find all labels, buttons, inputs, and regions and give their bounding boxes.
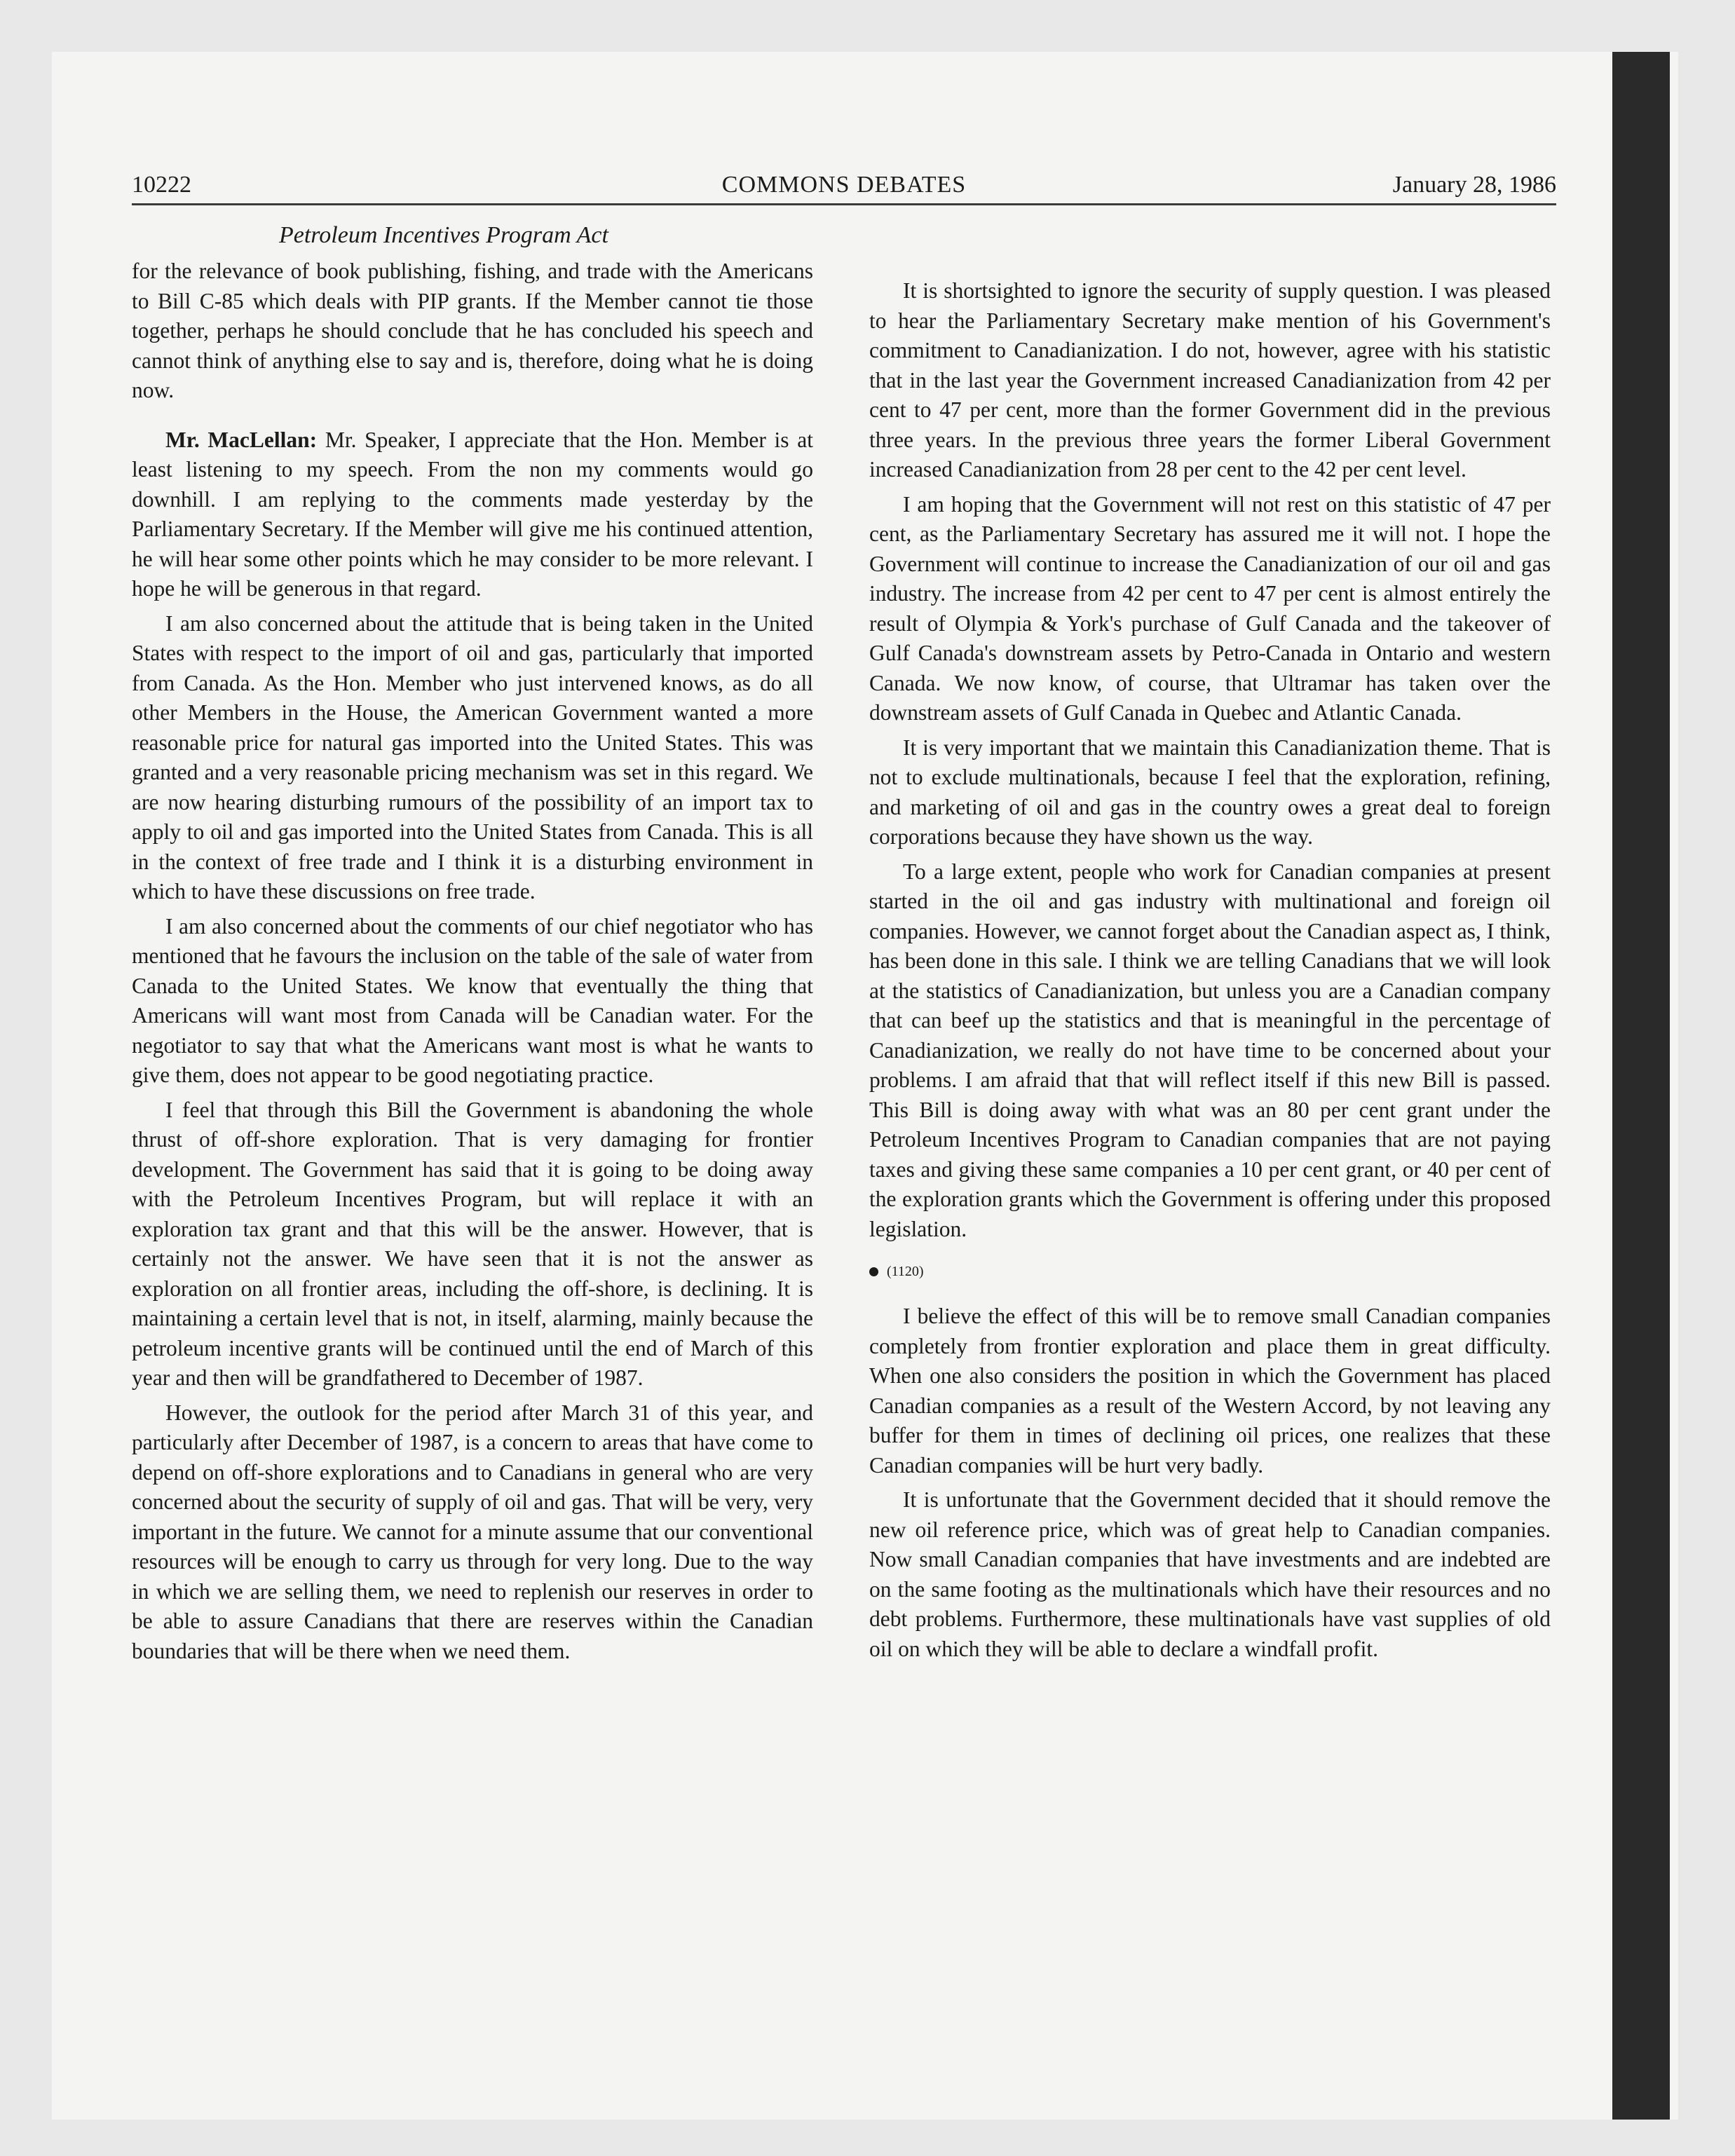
paragraph: However, the outlook for the period after March 31 of this year, and particularly after December of 1987, is a concern to areas that have come to depend on off-shore explorations and to Canadians in general who are very concerned about the security of supply of oil and gas. That will be very, very important in the future. We cannot for a minute assume that our conventional resources will be enough to carry us through for very long. Due to the way in which we are selling them, we need to replenish our reserves in order to be able to assure Canadians that there are reserves within the Canadian boundaries that will be there when we need them. [132,1400,813,1663]
left-column [132,257,813,1671]
paragraph: It is shortsighted to ignore the security of supply question. I was pleased to hear the Parliamentary Secretary make mention of his Government's commitment to Canadianization. I do not, however, agree with his statistic that in the last year the Government increased Canadianization from 42 per cent to 47 per cent, more than the former Government did in the previous three years. In the previous three years the former Liberal Government increased Canadianization from 28 per cent to the 42 per cent level. [869,278,1551,482]
speech-text: Mr. Speaker, I appreciate that the Hon. Member is at least listening to my speech. From the non my comments would go downhill. I am replying to the comments made yesterday by the Parliamentary Secretary. If the Member will give me his continued attention, he will hear some other points which he may consider to be more relevant. I hope he will be generous in that regard. [132,427,814,601]
document-page [132,171,1556,2007]
time-marker [869,1261,1551,1282]
paragraph: I am hoping that the Government will not rest on this statistic of 47 per cent, as the Parliamentary Secretary has assured me it will not. I hope the Government will continue to increase the Canadianization of our oil and gas industry. The increase from 42 per cent to 47 per cent is almost entirely the result of Olympia & York's purchase of Gulf Canada and the takeover of Gulf Canada's downstream assets by Petro-Canada in Ontario and western Canada. We now know, of course, that Ultramar has taken over the downstream assets of Gulf Canada in Quebec and Atlantic Canada. [869,491,1551,725]
paragraph: It is very important that we maintain this Canadianization theme. That is not to exclude multinationals, because I feel that the exploration, refining, and marketing of oil and gas in the country owes a great deal to foreign corporations because they have shown us the way. [869,735,1551,849]
paragraph: I am also concerned about the comments of our chief negotiator who has mentioned that he favours the inclusion on the table of the sale of water from Canada to the United States. We know that eventually the thing that Americans will want most from Canada will be Canadian water. For the negotiator to say that what the Americans want most is what he wants to give them, does not appear to be good negotiating practice. [132,913,813,1087]
paragraph: I believe the effect of this will be to remove small Canadian companies completely from frontier exploration and place them in great difficulty. When one also considers the position in which the Government has placed Canadian companies as a result of the Western Accord, by not leaving any buffer for them in times of declining oil prices, one realizes that these Canadian companies will be hurt very badly. [869,1304,1551,1478]
paragraph: To a large extent, people who work for Canadian companies at present started in the oil and gas industry with multinational and foreign oil companies. However, we cannot forget about the Canadian aspect as, I think, has been done in this sale. I think we are telling Canadians that we will look at the statistics of Canadianization, but unless you are a Canadian company that can beef up the statistics and that is meaningful in the percentage of Canadianization, we really do not have time to be concerned about your problems. I am afraid that that will reflect itself if this new Bill is passed. This Bill is doing away with what was an 80 per cent grant under the Petroleum Incentives Program to Canadian companies that are not paying taxes and giving these same companies a 10 per cent grant, or 40 per cent of the exploration grants which the Government is offering under this proposed legislation. [869,859,1551,1241]
speech-paragraph [132,425,813,604]
time-marker-text: (1120) [887,1264,924,1279]
paragraph: for the relevance of book publishing, fishing, and trade with the Americans to Bill C-85 which deals with PIP grants. If the Member cannot tie those together, perhaps he should conclude that he has concluded his speech and cannot think of anything else to say and is, therefore, doing what he is doing now. [132,259,813,402]
running-title: Petroleum Incentives Program Act [279,222,608,248]
page-number: 10222 [132,172,191,198]
journal-title: COMMONS DEBATES [721,172,967,198]
page-header [132,171,1556,205]
paragraph: I feel that through this Bill the Government is abandoning the whole thrust of off-shore exploration. That is very damaging for frontier development. The Government has said that it is going to be doing away with the Petroleum Incentives Program, but will replace it with an exploration tax grant and that this will be the answer. However, that is certainly not the answer. We have seen that it is not the answer as exploration on all frontier areas, including the off-shore, is declining. It is maintaining a certain level that is not, in itself, alarming, mainly because the petroleum incentive grants will be continued until the end of March of this year and then will be grandfathered to December of 1987. [132,1097,813,1390]
right-column [869,276,1551,1669]
bullet-dot-icon [869,1267,878,1276]
scan-edge-bar [1612,52,1670,2120]
paragraph: It is unfortunate that the Government decided that it should remove the new oil reference price, which was of great help to Canadian companies. Now small Canadian companies that have investments and are indebted are on the same footing as the multinationals which have their resources and no debt problems. Furthermore, these multinationals have vast supplies of old oil on which they will be able to declare a windfall profit. [869,1487,1551,1661]
header-date: January 28, 1986 [1392,172,1556,198]
speaker-name: Mr. MacLellan: [165,427,318,452]
paragraph: I am also concerned about the attitude that is being taken in the United States with respect to the import of oil and gas, particularly that imported from Canada. As the Hon. Member who just intervened knows, as do all other Members in the House, the American Government wanted a more reasonable price for natural gas imported into the United States. This was granted and a very reasonable pricing mechanism was set in this regard. We are now hearing disturbing rumours of the possibility of an import tax to apply to oil and gas imported into the United States from Canada. This is all in the context of free trade and I think it is a disturbing environment in which to have these discussions on free trade. [132,610,813,903]
